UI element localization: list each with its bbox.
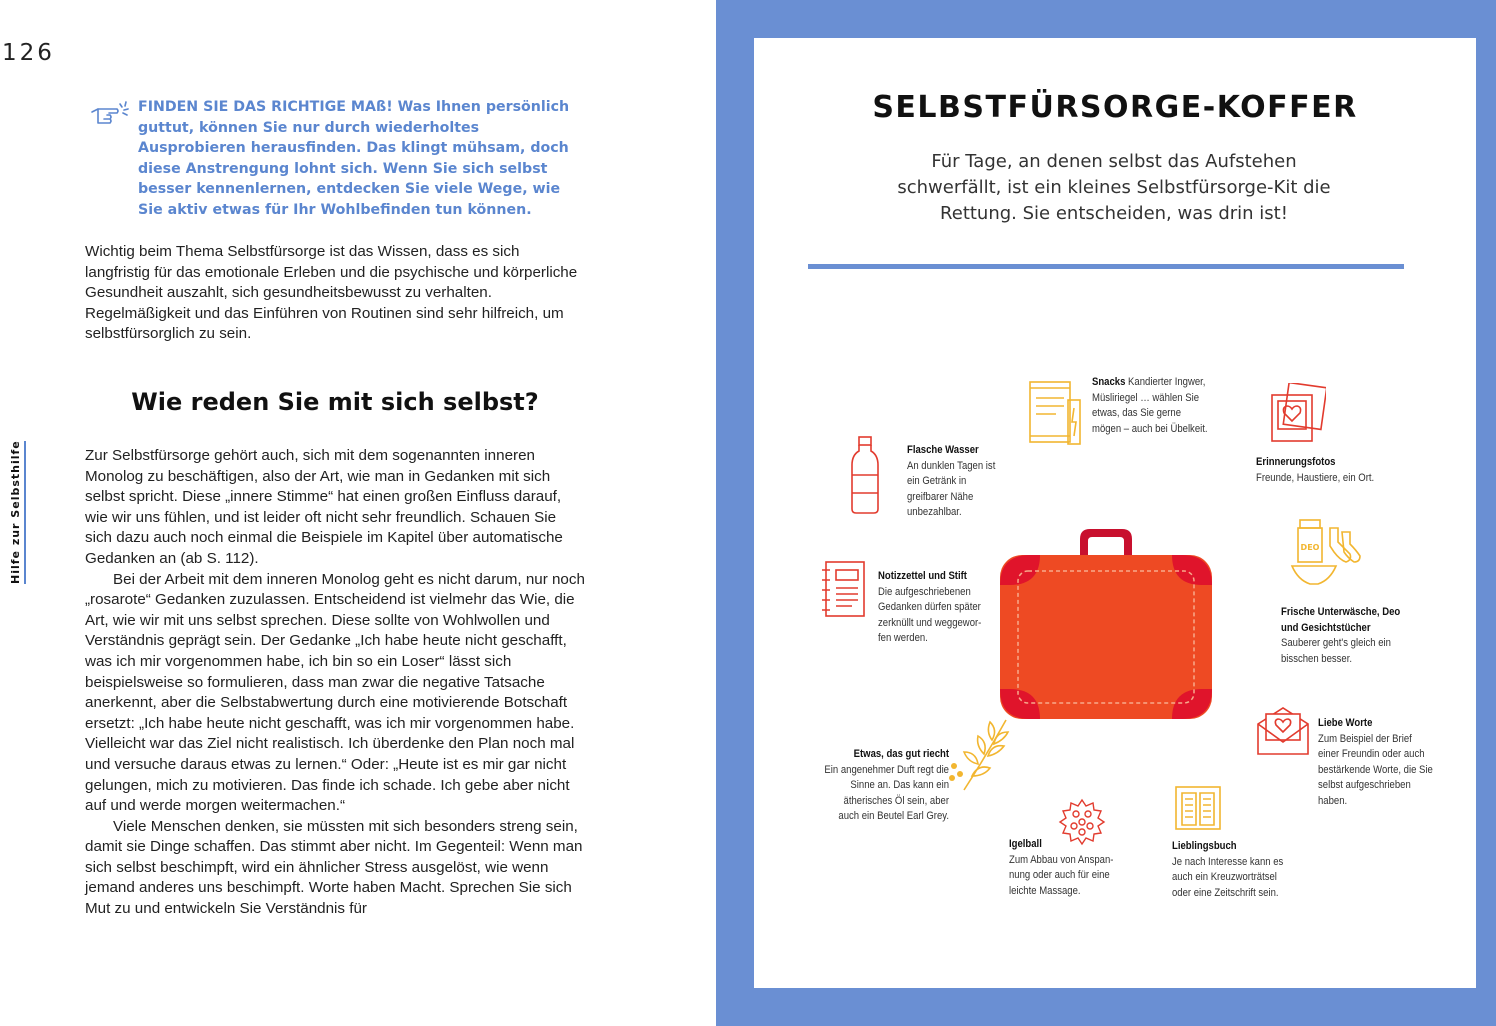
side-label-text: Hilfe zur Selbsthilfe [9, 440, 22, 584]
water-bottle-icon [848, 435, 882, 515]
tip-box: FINDEN SIE DAS RICHTIGE MAß! Was Ihnen persönlich guttut, können Sie nur durch wiederholtes Ausprobieren herausfinden. Das klingt mühsam, doch diese Anstrengung lohnt sich. Wenn Sie sich selbst besser kennenlernen, entdecken Sie viele Wege, wie Sie aktiv etwas für Ihr Wohlbefinden tun können. [138, 99, 570, 218]
suitcase-icon [1000, 525, 1212, 719]
pointing-hand-icon [90, 98, 132, 128]
right-page [716, 0, 1496, 1026]
item-title: Flasche Wasser [907, 444, 979, 456]
item-ball [1009, 837, 1122, 899]
infographic-card [754, 38, 1476, 988]
item-title: Erinnerungsfotos [1256, 456, 1336, 468]
item-snacks [1092, 375, 1209, 437]
item-notes [878, 569, 991, 647]
item-photos [1256, 455, 1391, 486]
section-heading: Wie reden Sie mit sich selbst? [131, 388, 539, 416]
item-title: Liebe Worte [1318, 717, 1373, 729]
snack-bar-icon [1026, 378, 1088, 448]
herb-icon [946, 716, 1018, 796]
item-text: Ein angenehmer Duft regt die Sinne an. Das kann ein ätherisches Öl sein, aber auch ein Beutel Earl Grey. [824, 763, 949, 822]
item-title: Frische Unterwäsche, Deo und Gesichtstücher [1281, 606, 1401, 634]
body-paragraph: Viele Menschen denken, sie müssten mit sich besonders streng sein, damit sie Dinge schaffen. Das stimmt aber nicht. Im Gegenteil: Wenn man sich selbst beschimpft, wird ein ähnlicher Stress ausgelöst, wie wenn jemand anderes uns beschimpft. Worte haben Macht. Sprechen Sie sich Mut zu und entwickeln Sie Verständnis für [85, 817, 583, 918]
divider [808, 264, 1404, 269]
item-book [1172, 839, 1285, 901]
item-title: Etwas, das gut riecht [853, 748, 949, 760]
item-title: Notizzettel und Stift [878, 570, 967, 582]
item-underwear [1281, 605, 1416, 667]
item-text: Sauberer geht's gleich ein bisschen besser. [1281, 637, 1391, 665]
love-letter-icon [1256, 706, 1310, 756]
infographic-intro: Für Tage, an denen selbst das Aufstehen schwerfällt, ist ein kleines Selbstfürsorge-Kit die Rettung. Sie entscheiden, was drin ist! [897, 151, 1331, 224]
item-text: Zum Beispiel der Brief einer Freundin oder auch bestärkende Worte, die Sie selbst aufgeschrieben haben. [1318, 732, 1433, 807]
intro-paragraph: Wichtig beim Thema Selbstfürsorge ist das Wissen, dass es sich langfristig für das emotionale Erleben und die psychische und körperliche Gesundheit auszahlt, sich gesundheitsbewusst zu verhalten. Regelmäßigkeit und das Einführen von Routinen sind sehr hilfreich, um selbstfürsorglich zu sein. [85, 243, 578, 343]
toiletries-icon [1286, 516, 1366, 588]
item-text: Die aufgeschriebenen Gedanken dürfen später zerknüllt und weggeworfen werden. [878, 585, 982, 644]
book-icon [1174, 785, 1222, 831]
item-water [907, 443, 1002, 521]
item-title: Snacks [1092, 376, 1126, 388]
body-paragraph: Zur Selbstfürsorge gehört auch, sich mit dem sogenannten inneren Monolog zu beschäftigen, also der Art, wie man in Gedanken mit sich selbst spricht. Diese „innere Stimme“ hat einen großen Einfluss darauf, wie wir uns fühlen, und ist leider oft nicht sehr freundlich. Schauen Sie sich dazu auch noch einmal die Beispiele im Kapitel über automatische Gedanken an (ab S. 112). [85, 447, 563, 567]
deo-label: DEO [1300, 543, 1320, 552]
item-title: Igelball [1009, 838, 1042, 850]
item-text: Kandierter Ingwer, Müsliriegel … wählen Sie etwas, das Sie gerne mögen – auch bei Übelkeit. [1092, 376, 1208, 435]
body-paragraph: Bei der Arbeit mit dem inneren Monolog geht es nicht darum, nur noch „rosarote“ Gedanken zuzulassen. Entscheidend ist vielmehr das Wie, die Art, wie wir mit uns selbst sprechen. Diese sollte von Wohlwollen und Verständnis geprägt sein. Der Gedanke „Ich habe heute nicht geschafft, was ich mir vorgenommen habe, ich bin so ein Loser“ lässt sich beispielsweise so formulieren, dass man zwar die negative Tatsache anerkennt, aber die Selbstabwertung durch eine motivierende Botschaft ersetzt: „Ich habe heute nicht geschafft, was ich mir vorgenommen habe. Vielleicht war das Ziel nicht realistisch. Ich überdenke den Plan noch mal und versuche daraus etwas zu lernen.“ Oder: „Heute ist es mir gar nicht gelungen, mich zu motivieren. Das finde ich schade. Ich gebe aber nicht auf und werde morgen weitermachen.“ [85, 570, 585, 815]
item-text: An dunklen Tagen ist ein Getränk in greifbarer Nähe unbezahlbar. [907, 459, 996, 518]
page-number: 126 [2, 40, 55, 66]
item-text: Zum Abbau von Anspannung oder auch für eine leichte Massage. [1009, 853, 1114, 897]
infographic-title: SELBSTFÜRSORGE-KOFFER [872, 90, 1358, 125]
item-scent [823, 747, 949, 825]
body-text [85, 446, 585, 920]
photos-icon [1270, 383, 1326, 443]
side-label [4, 441, 26, 584]
notepad-icon [820, 560, 866, 618]
item-title: Lieblingsbuch [1172, 840, 1237, 852]
item-words [1318, 716, 1435, 809]
item-text: Je nach Interesse kann es auch ein Kreuzworträtsel oder eine Zeitschrift sein. [1172, 855, 1284, 899]
item-text: Freunde, Haustiere, ein Ort. [1256, 471, 1375, 484]
left-page [0, 0, 716, 1026]
